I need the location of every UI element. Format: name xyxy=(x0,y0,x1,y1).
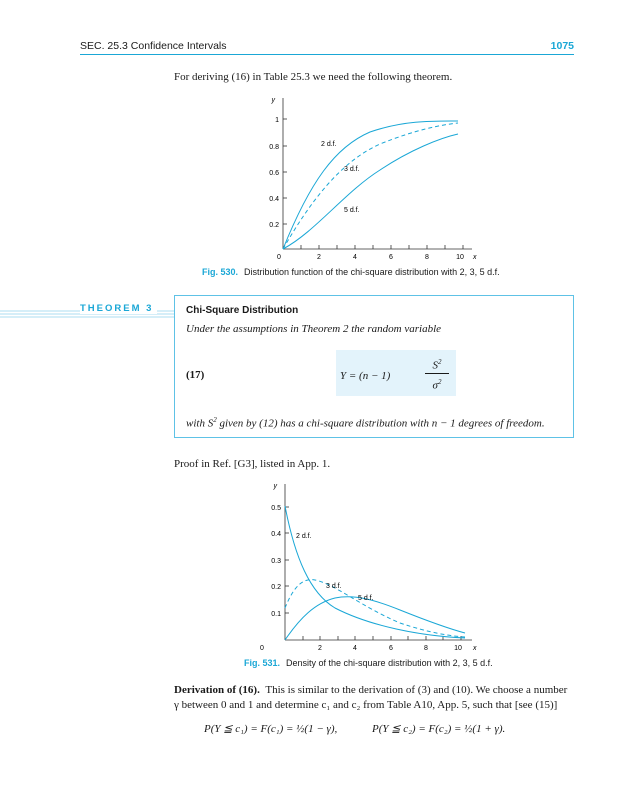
derivation-line-1: This is similar to the derivation of (3) and (10). We choose a number xyxy=(265,684,568,696)
equation-lhs: Y = (n − 1) xyxy=(340,370,391,382)
running-header-section: SEC. 25.3 Confidence Intervals xyxy=(80,40,227,52)
curve-label-3df: 3 d.f. xyxy=(326,583,342,590)
curve-2df xyxy=(285,506,465,638)
y-tick-label: 0.4 xyxy=(271,531,281,538)
y-tick-label: 1 xyxy=(275,117,279,124)
theorem-statement: Under the assumptions in Theorem 2 the random variable xyxy=(186,323,442,335)
figure-label: Fig. 531. xyxy=(244,658,281,668)
equation-numerator: $S^2$ xyxy=(432,358,442,372)
x-tick-label: 4 xyxy=(353,645,357,652)
figure-530-caption xyxy=(202,267,500,277)
y-tick-label: 0.8 xyxy=(269,144,279,151)
curve-label-2df: 2 d.f. xyxy=(296,533,312,540)
x-tick-label: 10 xyxy=(456,254,464,261)
intro-paragraph: For deriving (16) in Table 25.3 we need the following theorem. xyxy=(174,71,453,83)
x-axis-label: x xyxy=(473,254,477,261)
derivation-equation-1: P(Y ≦ c₁) = F(c₁) = ½(1 − γ), xyxy=(204,723,338,735)
curve-label-2df: 2 d.f. xyxy=(321,141,337,148)
y-tick-label: 0.6 xyxy=(269,170,279,177)
equation-denominator: $\sigma^2$ xyxy=(432,378,442,392)
figure-label: Fig. 530. xyxy=(202,267,239,277)
x-tick-label: 6 xyxy=(389,254,393,261)
y-axis-label: y xyxy=(273,483,277,490)
figure-530-plot xyxy=(240,92,500,262)
derivation-paragraph xyxy=(174,683,574,698)
x-tick-label: 4 xyxy=(353,254,357,261)
caption-text: Density of the chi-square distribution with 2, 3, 5 d.f. xyxy=(286,658,493,668)
x-tick-label: 2 xyxy=(317,254,321,261)
origin-label: 0 xyxy=(277,254,281,261)
curve-5df xyxy=(283,134,458,249)
fraction-bar xyxy=(425,373,449,374)
y-tick-label: 0.3 xyxy=(271,558,281,565)
x-tick-label: 8 xyxy=(425,254,429,261)
equation-number: (17) xyxy=(186,369,205,381)
curve-label-5df: 5 d.f. xyxy=(344,207,360,214)
theorem-label: THEOREM 3 xyxy=(80,303,157,314)
origin-label: 0 xyxy=(260,645,264,652)
curve-label-3df: 3 d.f. xyxy=(344,166,360,173)
figure-531-caption xyxy=(244,658,493,668)
derivation-equation-2: P(Y ≦ c₂) = F(c₂) = ½(1 + γ). xyxy=(372,723,506,735)
y-tick-label: 0.4 xyxy=(269,196,279,203)
curve-label-5df: 5 d.f. xyxy=(358,595,374,602)
x-tick-label: 8 xyxy=(424,645,428,652)
header-rule xyxy=(80,54,574,55)
theorem-conclusion: with $S^2$ given by (12) has a chi-square distribution with n − 1 degrees of freedom. xyxy=(186,416,545,430)
curve-2df xyxy=(283,121,458,249)
x-tick-label: 10 xyxy=(454,645,462,652)
proof-reference: Proof in Ref. [G3], listed in App. 1. xyxy=(174,458,331,470)
theorem-title: Chi-Square Distribution xyxy=(186,305,299,316)
x-tick-label: 6 xyxy=(389,645,393,652)
derivation-heading: Derivation of (16). xyxy=(174,684,260,696)
curve-3df xyxy=(285,580,465,637)
x-axis-label: x xyxy=(473,645,477,652)
y-tick-label: 0.5 xyxy=(271,505,281,512)
page-number: 1075 xyxy=(550,40,574,52)
figure-531-plot xyxy=(240,478,500,653)
x-tick-label: 2 xyxy=(318,645,322,652)
curve-5df xyxy=(285,597,465,640)
y-tick-label: 0.2 xyxy=(269,222,279,229)
caption-text: Distribution function of the chi-square distribution with 2, 3, 5 d.f. xyxy=(244,267,500,277)
derivation-line-2: γ between 0 and 1 and determine c₁ and c₂ from Table A10, App. 5, such that [see (15)] xyxy=(174,699,558,711)
y-tick-label: 0.1 xyxy=(271,611,281,618)
y-tick-label: 0.2 xyxy=(271,584,281,591)
y-axis-label: y xyxy=(271,97,275,104)
